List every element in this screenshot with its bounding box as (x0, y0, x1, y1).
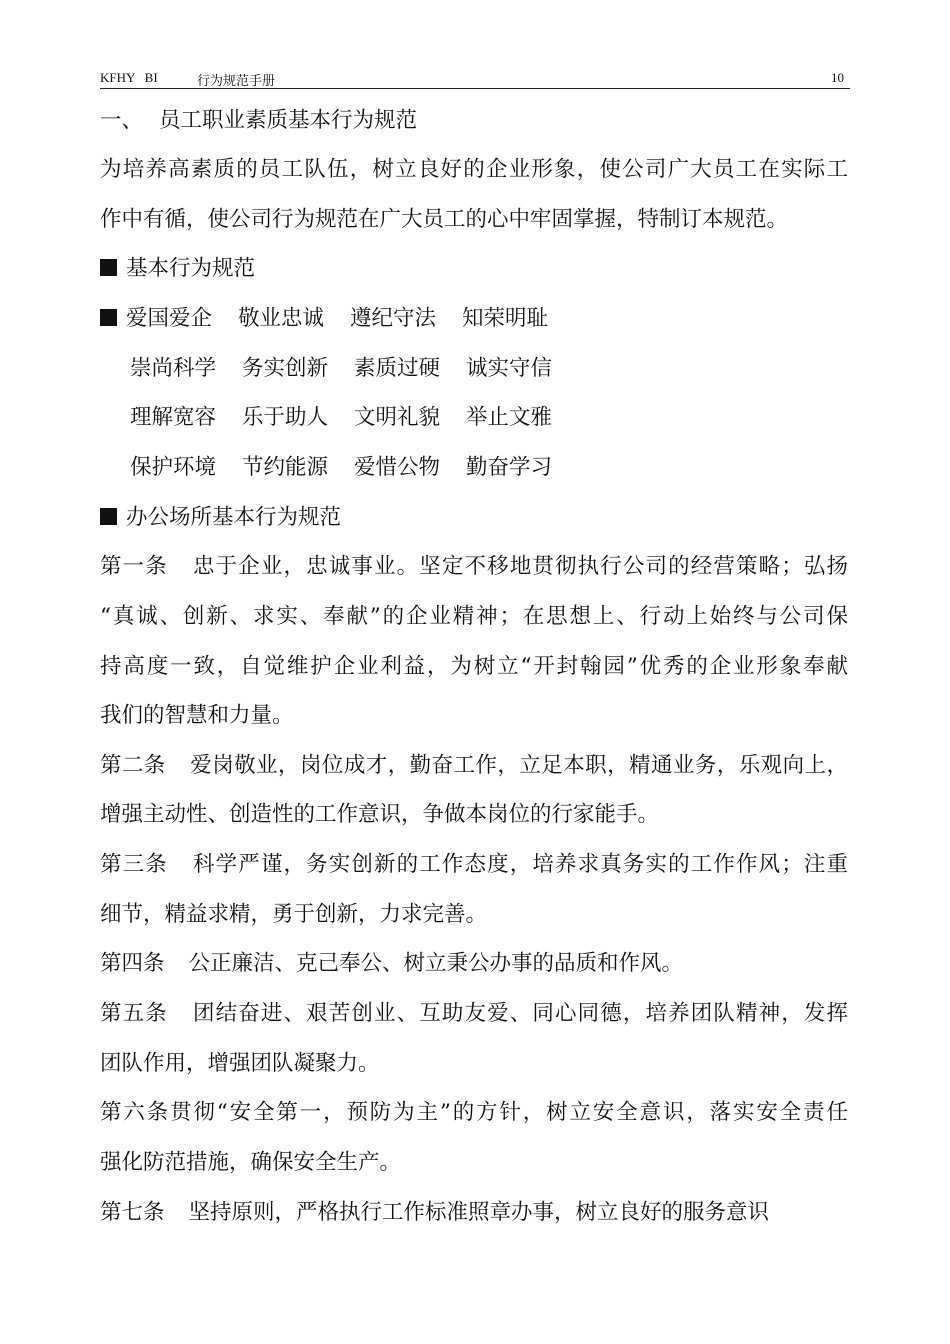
basic-norms-row (100, 306, 548, 332)
norm-item: 举止文雅 (466, 405, 553, 430)
basic-norms-row (130, 405, 552, 431)
article-line: “真诚、创新、求实、奉献”的企业精神；在思想上、行动上始终与公司保 (100, 604, 848, 629)
article-label: 第四条 (100, 951, 165, 976)
article-line (100, 1001, 848, 1027)
intro-line: 作中有循，使公司行为规范在广大员工的心中牢固掌握，特制订本规范。 (100, 207, 789, 232)
article-label: 第一条 (100, 554, 168, 579)
norm-item: 保护环境 (130, 455, 217, 480)
article-label: 第五条 (100, 1001, 168, 1026)
article-line: 持高度一致，自觉维护企业利益，为树立“开封翰园”优秀的企业形象奉献 (100, 654, 848, 679)
header-page-number: 10 (831, 70, 844, 85)
office-norms-heading (100, 505, 341, 531)
basic-norms-row (130, 455, 552, 481)
norm-item: 理解宽容 (130, 405, 217, 430)
article-text: 贯彻“安全第一，预防为主”的方针，树立安全意识，落实安全责任 (170, 1100, 848, 1125)
article-text: 公正廉洁、克己奉公、树立秉公办事的品质和作风。 (188, 951, 684, 976)
article-line (100, 1200, 769, 1226)
article-line (100, 753, 848, 779)
norm-item: 乐于助人 (242, 405, 329, 430)
article-line: 细节，精益求精，勇于创新，力求完善。 (100, 902, 488, 927)
article-text: 团结奋进、艰苦创业、互助友爱、同心同德，培养团队精神，发挥 (191, 1001, 848, 1026)
norm-item: 务实创新 (242, 356, 329, 381)
article-label: 第六条 (100, 1100, 171, 1125)
section-heading (100, 108, 417, 134)
article-line (100, 951, 683, 977)
basic-norms-row (130, 356, 552, 382)
article-text: 科学严谨，务实创新的工作态度，培养求真务实的工作作风；注重 (191, 852, 848, 877)
section-number: 一、 (100, 108, 144, 133)
basic-norms-heading (100, 256, 255, 282)
header-doc-code: KFHY BI (100, 70, 158, 85)
article-line (100, 554, 848, 580)
article-line: 增强主动性、创造性的工作意识，争做本岗位的行家能手。 (100, 802, 660, 827)
intro-line: 为培养高素质的员工队伍，树立良好的企业形象，使公司广大员工在实际工 (100, 157, 848, 182)
norm-item: 敬业忠诚 (238, 306, 325, 331)
article-label: 第七条 (100, 1200, 165, 1225)
norm-item: 文明礼貌 (354, 405, 441, 430)
article-line (100, 1100, 848, 1126)
norm-item: 诚实守信 (466, 356, 553, 381)
article-line (100, 852, 848, 878)
section-title: 员工职业素质基本行为规范 (159, 108, 418, 133)
article-text: 坚持原则，严格执行工作标准照章办事，树立良好的服务意识 (188, 1200, 770, 1225)
norm-item: 崇尚科学 (130, 356, 217, 381)
article-text: 忠于企业，忠诚事业。坚定不移地贯彻执行公司的经营策略；弘扬 (191, 554, 848, 579)
article-text: 爱岗敬业，岗位成才，勤奋工作，立足本职，精通业务，乐观向上， (189, 753, 848, 778)
article-line: 团队作用，增强团队凝聚力。 (100, 1051, 380, 1076)
page-header (100, 70, 850, 89)
norm-item: 知荣明耻 (462, 306, 549, 331)
office-norms-heading-text: 办公场所基本行为规范 (126, 505, 342, 530)
article-label: 第三条 (100, 852, 168, 877)
norm-item: 节约能源 (242, 455, 329, 480)
norm-item: 遵纪守法 (350, 306, 437, 331)
square-bullet-icon (100, 309, 117, 326)
basic-norms-heading-text: 基本行为规范 (126, 256, 256, 281)
square-bullet-icon (100, 259, 117, 276)
norm-item: 爱国爱企 (126, 306, 213, 331)
article-label: 第二条 (100, 753, 166, 778)
article-line: 我们的智慧和力量。 (100, 703, 294, 728)
norm-item: 勤奋学习 (466, 455, 553, 480)
square-bullet-icon (100, 508, 117, 525)
norm-item: 素质过硬 (354, 356, 441, 381)
norm-item: 爱惜公物 (354, 455, 441, 480)
article-line: 强化防范措施，确保安全生产。 (100, 1150, 402, 1175)
header-doc-title: 行为规范手册 (197, 73, 276, 88)
